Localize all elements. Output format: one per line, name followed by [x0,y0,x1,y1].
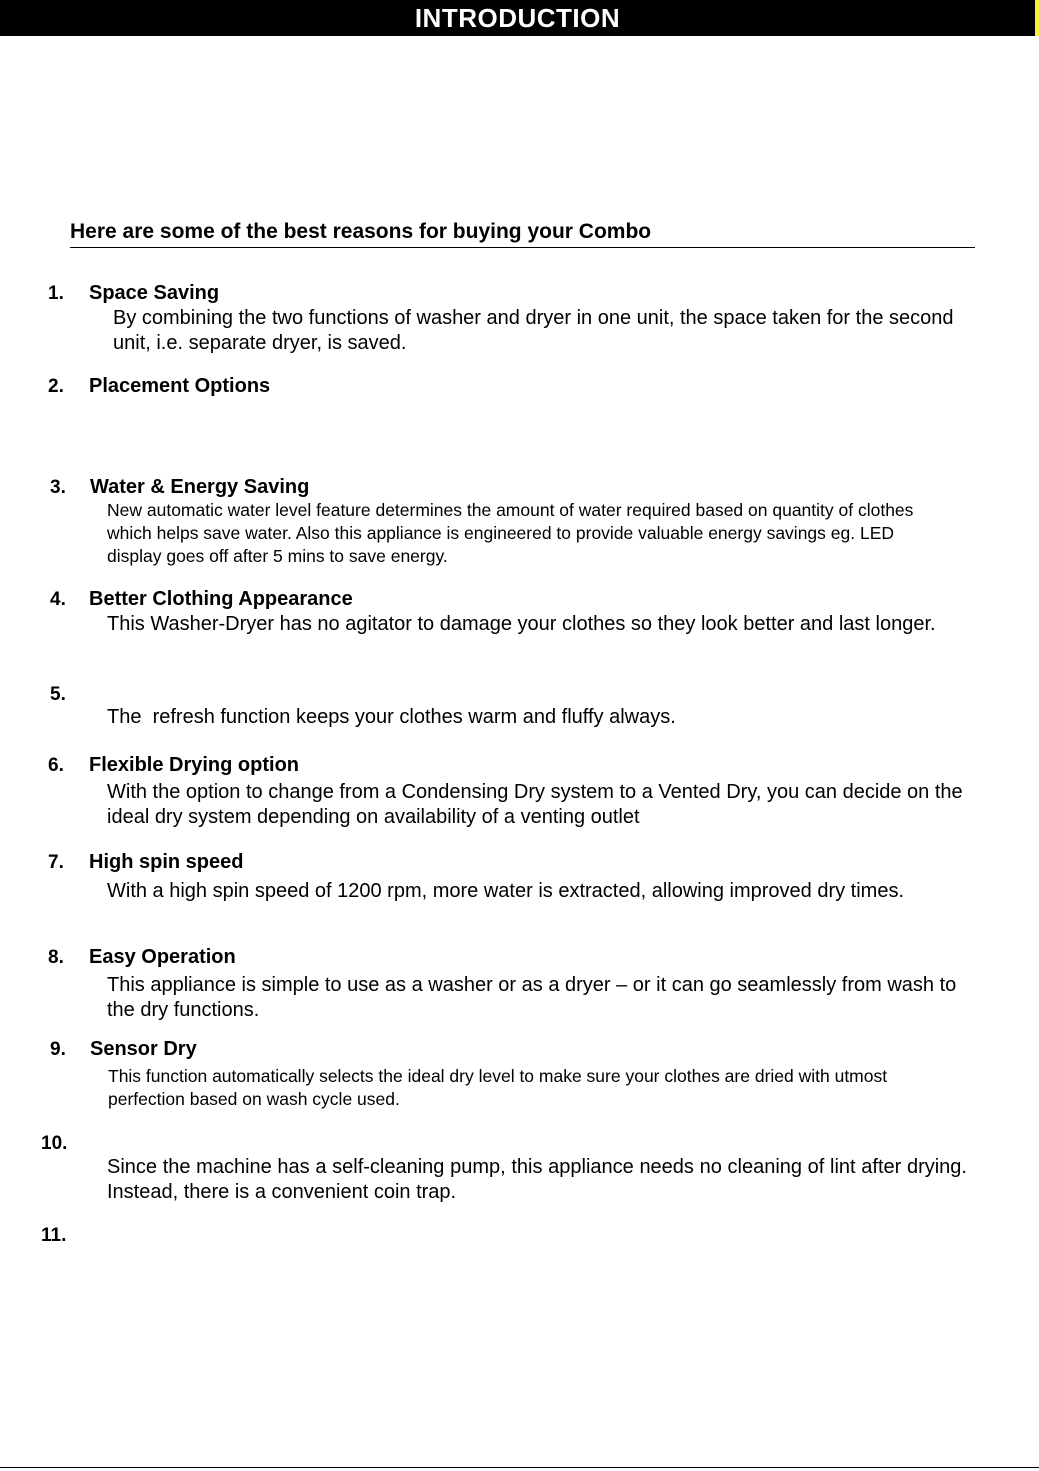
item-description: New automatic water level feature determines the amount of water required based on quantity of clothes which helps save water. Also this appliance is engineered to provide valuable energy savings eg. LED display goes off after 5 mins to save energy. [107,500,914,566]
item-number: 3. [50,477,66,498]
item-number: 8. [48,947,64,968]
item-number: 1. [48,283,64,304]
item-title: Better Clothing Appearance [89,588,353,610]
item-description: Since the machine has a self-cleaning pump, this appliance needs no cleaning of lint after drying. Instead, there is a convenient coin trap. [107,1156,967,1203]
item-number: 4. [50,589,66,610]
item-title: Space Saving [89,282,220,304]
item-title: Flexible Drying option [89,754,300,776]
header-accent-strip [1035,0,1039,36]
item-description: This Washer-Dryer has no agitator to damage your clothes so they look better and last longer. [107,613,936,635]
page-title: INTRODUCTION [414,3,621,33]
item-description: The refresh function keeps your clothes warm and fluffy always. [107,706,676,728]
item-number: 9. [50,1039,66,1060]
item-number: 2. [48,376,64,397]
item-title: Easy Operation [89,946,236,968]
item-title: High spin speed [89,851,244,873]
item-number: 6. [48,755,64,776]
footer-rule [0,1467,1039,1468]
item-number: 7. [48,852,64,873]
item-description: With the option to change from a Condensing Dry system to a Vented Dry, you can decide on the ideal dry system depending on availability of a venting outlet [107,781,963,828]
item-title: Sensor Dry [90,1038,197,1060]
item-number: 11. [41,1225,67,1246]
item-description: This appliance is simple to use as a washer or as a dryer – or it can go seamlessly from wash to the dry functions. [107,974,957,1021]
item-title: Water & Energy Saving [90,476,310,498]
section-heading: Here are some of the best reasons for buying your Combo [70,218,975,248]
page-header [0,0,1035,36]
item-description: With a high spin speed of 1200 rpm, more water is extracted, allowing improved dry times. [107,880,905,902]
item-description: By combining the two functions of washer and dryer in one unit, the space taken for the second unit, i.e. separate dryer, is saved. [113,307,954,354]
item-number: 5. [50,684,66,705]
item-description: This function automatically selects the ideal dry level to make sure your clothes are dried with utmost perfection based on wash cycle used. [108,1066,888,1109]
item-number: 10. [41,1133,68,1154]
item-title: Placement Options [89,375,271,397]
